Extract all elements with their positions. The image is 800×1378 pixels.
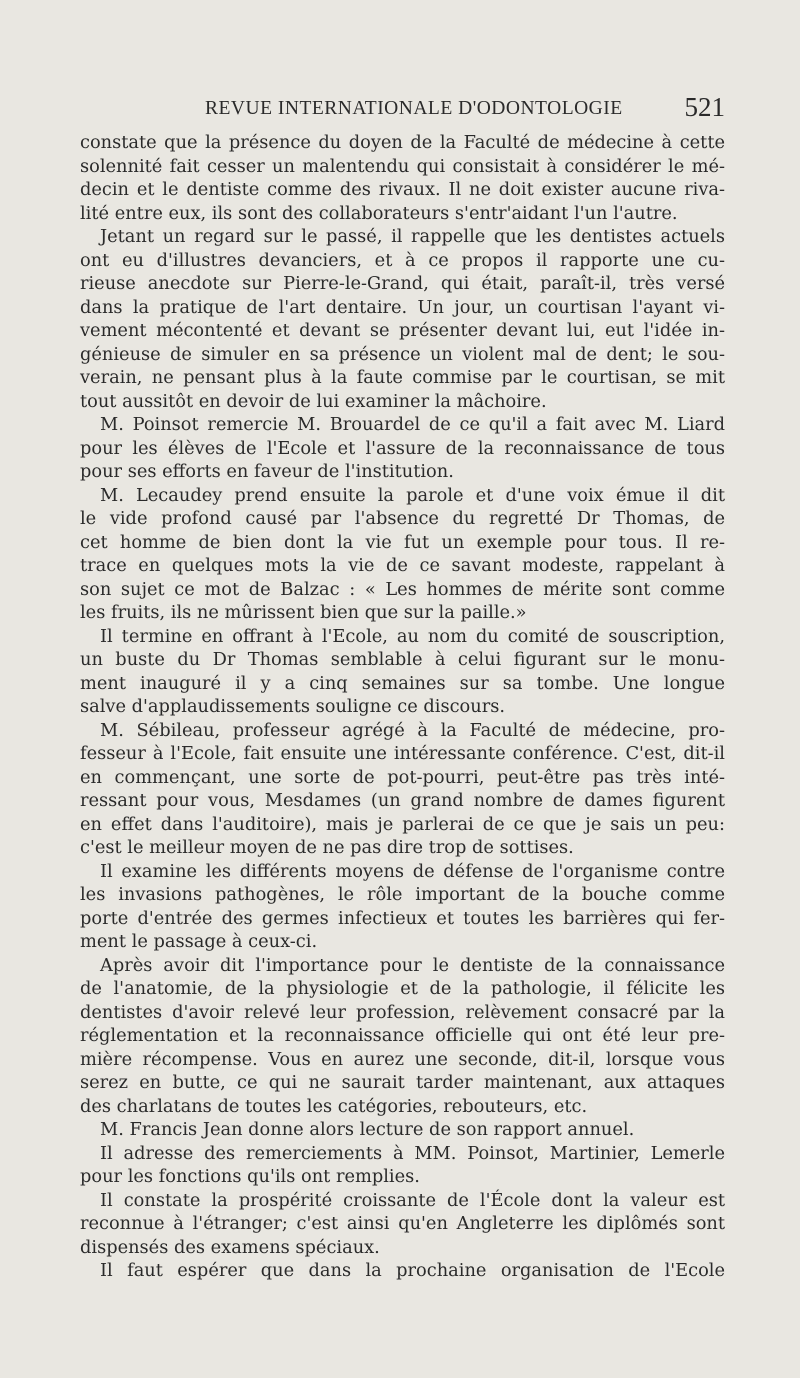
text-line: trace en quelques mots la vie de ce savant modeste, rappelant à (80, 555, 725, 576)
text-line: dispensés des examens spéciaux. (80, 1236, 380, 1258)
text-line: dans la pratique de l'art dentaire. Un jour, un courtisan l'ayant vi- (80, 296, 725, 318)
text-line: pour les élèves de l'Ecole et l'assure de la reconnaissance de tous (80, 437, 725, 459)
text-line: Il termine en offrant à l'Ecole, au nom du comité de souscription, (100, 625, 725, 647)
text-line: en commençant, une sorte de pot-pourri, peut-être pas très inté- (80, 766, 725, 788)
text-line: rieuse anecdote sur Pierre-le-Grand, qui était, paraît-il, très versé (80, 273, 725, 294)
page-number: 521 (684, 92, 725, 122)
text-line: pour les fonctions qu'ils ont remplies. (80, 1166, 420, 1187)
text-line: serez en butte, ce qui ne saurait tarder maintenant, aux attaques (80, 1072, 725, 1093)
text-line: de l'anatomie, de la physiologie et de la pathologie, il félicite les (80, 978, 725, 999)
text-line: en effet dans l'auditoire), mais je parlerai de ce que je sais un peu: (80, 813, 725, 835)
text-line: Il examine les différents moyens de défense de l'organisme contre (100, 860, 725, 882)
text-line: solennité fait cesser un malentendu qui consistait à considérer le mé- (80, 155, 725, 177)
text-line: les fruits, ils ne mûrissent bien que sur la paille.» (80, 602, 527, 623)
running-title: REVUE INTERNATIONALE D'ODONTOLOGIE (205, 98, 623, 119)
text-line: fesseur à l'Ecole, fait ensuite une intéressante conférence. C'est, dit-il (80, 743, 725, 764)
text-line: Il constate la prospérité croissante de l'École dont la valeur est (100, 1189, 725, 1211)
text-line: reconnue à l'étranger; c'est ainsi qu'en Angleterre les diplômés sont (80, 1213, 725, 1234)
text-line: M. Lecaudey prend ensuite la parole et d'une voix émue il dit (100, 484, 725, 506)
page-header (80, 92, 725, 126)
text-line: Jetant un regard sur le passé, il rappelle que les dentistes actuels (100, 226, 725, 247)
text-line: c'est le meilleur moyen de ne pas dire trop de sottises. (80, 837, 574, 858)
text-line: vement mécontenté et devant se présenter devant lui, eut l'idée in- (80, 320, 725, 341)
text-line: salve d'applaudissements souligne ce discours. (80, 696, 505, 717)
text-line: un buste du Dr Thomas semblable à celui figurant sur le monu- (80, 649, 725, 670)
body-text (80, 131, 725, 1283)
text-line: cet homme de bien dont la vie fut un exemple pour tous. Il re- (80, 531, 725, 553)
text-line: des charlatans de toutes les catégories, rebouteurs, etc. (80, 1095, 588, 1117)
text-line: réglementation et la reconnaissance officielle qui ont été leur pre- (80, 1025, 725, 1046)
text-line: ment inauguré il y a cinq semaines sur sa tombe. Une longue (80, 672, 725, 694)
text-line: M. Poinsot remercie M. Brouardel de ce qu'il a fait avec M. Liard (100, 414, 725, 435)
text-line: les invasions pathogènes, le rôle important de la bouche comme (80, 884, 725, 905)
text-line: pour ses efforts en faveur de l'institution. (80, 461, 454, 482)
text-line: son sujet ce mot de Balzac : « Les hommes de mérite sont comme (80, 578, 725, 600)
text-line: constate que la présence du doyen de la Faculté de médecine à cette (80, 132, 725, 153)
text-line: Il adresse des remerciements à MM. Poinsot, Martinier, Lemerle (100, 1142, 725, 1164)
text-line: porte d'entrée des germes infectieux et toutes les barrières qui fer- (80, 907, 725, 929)
text-line: Après avoir dit l'importance pour le dentiste de la connaissance (100, 954, 725, 976)
text-line: decin et le dentiste comme des rivaux. Il ne doit exister aucune riva- (80, 179, 725, 200)
text-line: mière récompense. Vous en aurez une seconde, dit-il, lorsque vous (80, 1048, 725, 1070)
text-line: lité entre eux, ils sont des collaborateurs s'entr'aidant l'un l'autre. (80, 202, 678, 224)
text-line: ressant pour vous, Mesdames (un grand nombre de dames figurent (80, 790, 725, 811)
text-line: verain, ne pensant plus à la faute commise par le courtisan, se mit (80, 367, 725, 388)
text-line: ment le passage à ceux-ci. (80, 931, 318, 952)
text-line: M. Francis Jean donne alors lecture de son rapport annuel. (100, 1119, 635, 1140)
text-line: le vide profond causé par l'absence du regretté Dr Thomas, de (80, 508, 725, 529)
text-line: tout aussitôt en devoir de lui examiner la mâchoire. (80, 390, 547, 412)
text-line: génieuse de simuler en sa présence un violent mal de dent; le sou- (80, 343, 725, 365)
text-line: Il faut espérer que dans la prochaine organisation de l'Ecole (100, 1260, 725, 1281)
text-line: ont eu d'illustres devanciers, et à ce propos il rapporte une cu- (80, 249, 725, 271)
text-line: M. Sébileau, professeur agrégé à la Faculté de médecine, pro- (100, 719, 725, 741)
text-line: dentistes d'avoir relevé leur profession, relèvement consacré par la (80, 1001, 725, 1023)
